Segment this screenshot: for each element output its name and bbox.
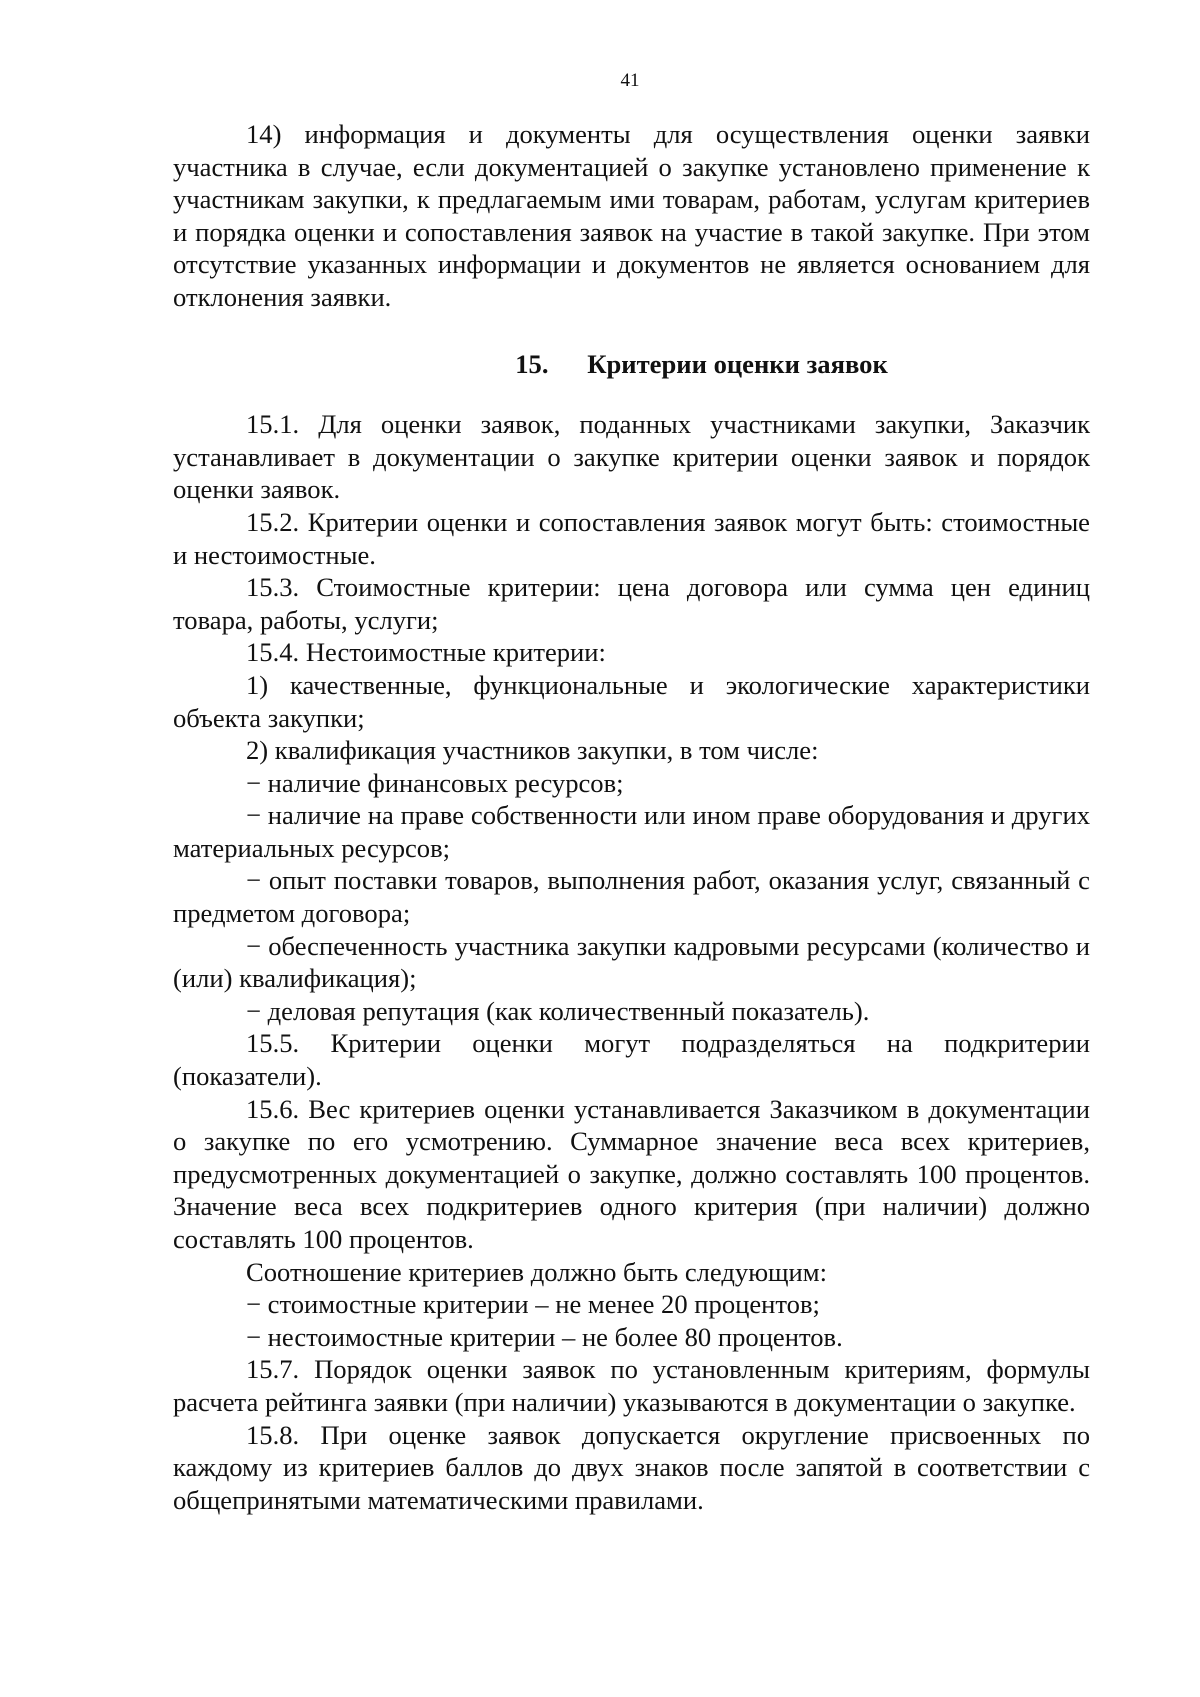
dash-item-cost-criteria: − стоимостные критерии – не менее 20 процентов; <box>246 1289 820 1320</box>
dash-item-financial: − наличие финансовых ресурсов; <box>246 767 624 798</box>
paragraph-15-5: 15.5. Критерии оценки могут подразделяться на подкритерии (показатели). <box>173 1028 1090 1092</box>
list-item-qualitative: 1) качественные, функциональные и экологические характеристики объекта закупки; <box>173 669 1090 733</box>
dash-item-reputation: − деловая репутация (как количественный показатель). <box>246 995 870 1026</box>
page-number: 41 <box>620 70 640 91</box>
document-body <box>173 118 1090 1516</box>
dash-item-noncost-criteria: − нестоимостные критерии – не более 80 процентов. <box>246 1321 843 1352</box>
paragraph-15-6: 15.6. Вес критериев оценки устанавливается Заказчиком в документации о закупке по его усмотрению. Суммарное значение веса всех критериев, предусмотренных документацией о закупке, должно составлять 100 процентов. Значение веса всех подкритериев одного критерия (при наличии) должно составлять 100 процентов. <box>173 1093 1090 1254</box>
dash-item-equipment: − наличие на праве собственности или ином праве оборудования и других материальных ресурсов; <box>173 800 1090 863</box>
paragraph-15-7: 15.7. Порядок оценки заявок по установленным критериям, формулы расчета рейтинга заявки (при наличии) указываются в документации о закупке. <box>173 1354 1090 1417</box>
paragraph-15-3: 15.3. Стоимостные критерии: цена договора или сумма цен единиц товара, работы, услуги; <box>173 572 1090 635</box>
paragraph-15-4: 15.4. Нестоимостные критерии: <box>246 637 606 668</box>
paragraph-15-8: 15.8. При оценке заявок допускается округление присвоенных по каждому из критериев баллов до двух знаков после запятой в соответствии с общепринятыми математическими правилами. <box>173 1419 1090 1515</box>
paragraph-ratio: Соотношение критериев должно быть следующим: <box>246 1256 827 1287</box>
section-title: Критерии оценки заявок <box>587 348 888 379</box>
dash-item-experience: − опыт поставки товаров, выполнения работ, оказания услуг, связанный с предметом договора; <box>173 865 1090 929</box>
paragraph-item-14: 14) информация и документы для осуществления оценки заявки участника в случае, если документацией о закупке установлено применение к участникам закупки, к предлагаемым ими товарам, работам, услугам критериев и порядка оценки и сопоставления заявок на участие в такой закупке. При этом отсутствие указанных информации и документов не является основанием для отклонения заявки. <box>173 119 1090 312</box>
paragraph-15-1: 15.1. Для оценки заявок, поданных участниками закупки, Заказчик устанавливает в документации о закупке критерии оценки заявок и порядок оценки заявок. <box>173 409 1090 505</box>
dash-item-staff: − обеспеченность участника закупки кадровыми ресурсами (количество и (или) квалификация); <box>173 930 1090 994</box>
section-number: 15. <box>515 348 549 379</box>
list-item-qualification: 2) квалификация участников закупки, в том числе: <box>246 735 819 766</box>
section-heading <box>173 348 1090 381</box>
paragraph-15-2: 15.2. Критерии оценки и сопоставления заявок могут быть: стоимостные и нестоимостные. <box>173 506 1090 570</box>
